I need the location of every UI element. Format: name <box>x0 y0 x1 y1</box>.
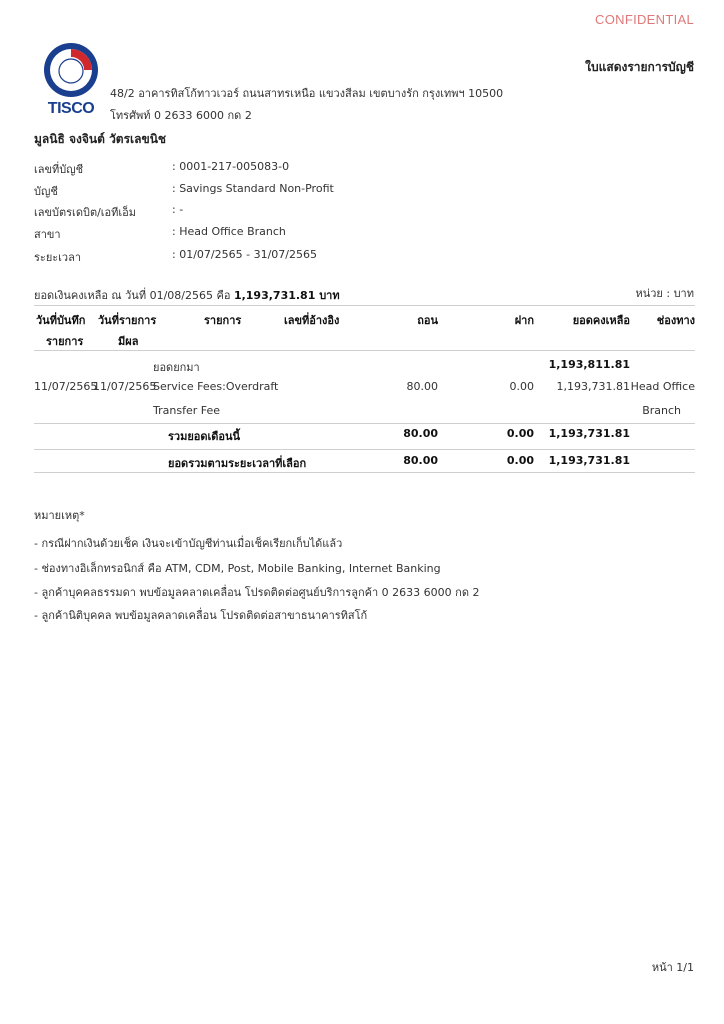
info-label-period: ระยะเวลา <box>34 251 82 264</box>
row-deposit: 0.00 <box>509 380 534 393</box>
confidential-label: CONFIDENTIAL <box>595 12 694 27</box>
info-label-card: เลขบัตรเดบิต/เอทีเอ็ม <box>34 206 137 219</box>
period-total-label: ยอดรวมตามระยะเวลาที่เลือก <box>168 457 307 470</box>
tisco-logo <box>40 40 102 120</box>
row-description-line2: Transfer Fee <box>153 404 220 417</box>
row-description: Service Fees:Overdraft <box>153 380 279 393</box>
month-total-withdraw: 80.00 <box>403 427 438 440</box>
tisco-logo-text: TISCO <box>47 100 95 117</box>
notes-title: หมายเหตุ* <box>34 509 85 522</box>
month-total-deposit: 0.00 <box>506 427 534 440</box>
info-value-branch: : Head Office Branch <box>172 225 286 238</box>
note-item: - กรณีฝากเงินด้วยเช็ค เงินจะเข้าบัญชีท่านเมื่อเช็คเรียกเก็บได้แล้ว <box>34 537 343 550</box>
document-title: ใบแสดงรายการบัญชี <box>585 60 694 74</box>
balance-summary-amount: 1,193,731.81 บาท <box>233 289 340 302</box>
th-channel: ช่องทาง <box>656 314 695 327</box>
period-total-deposit: 0.00 <box>506 454 534 467</box>
note-item: - ช่องทางอิเล็กทรอนิกส์ คือ ATM, CDM, Post, Mobile Banking, Internet Banking <box>34 562 441 575</box>
th-reference: เลขที่อ้างอิง <box>284 314 340 327</box>
row-channel: Head Office <box>630 380 695 393</box>
info-value-account-number: : 0001-217-005083-0 <box>172 160 290 173</box>
table-rule-month <box>34 423 695 424</box>
info-value-period: : 01/07/2565 - 31/07/2565 <box>172 248 317 261</box>
unit-label: หน่วย : บาท <box>635 287 694 300</box>
balance-summary <box>34 286 340 304</box>
row-withdraw: 80.00 <box>406 380 438 393</box>
brought-forward-balance: 1,193,811.81 <box>548 358 630 371</box>
info-label-branch: สาขา <box>34 228 61 241</box>
th-withdraw: ถอน <box>417 314 438 327</box>
table-bottom-rule <box>34 472 695 473</box>
row-channel-line2: Branch <box>642 404 681 417</box>
th-balance: ยอดคงเหลือ <box>572 314 630 327</box>
month-total-label: รวมยอดเดือนนี้ <box>168 430 241 443</box>
note-item: - ลูกค้านิติบุคคล พบข้อมูลคลาดเคลื่อน โปรดติดต่อสาขาธนาคารทิสโก้ <box>34 609 368 622</box>
bank-address: 48/2 อาคารทิสโก้ทาวเวอร์ ถนนสาทรเหนือ แขวงสีลม เขตบางรัก กรุงเทพฯ 10500 <box>110 87 504 100</box>
th-deposit: ฝาก <box>514 314 534 327</box>
th-record-date: วันที่บันทึก <box>36 314 86 327</box>
bank-phone: โทรศัพท์ 0 2633 6000 กด 2 <box>110 109 252 122</box>
table-top-rule <box>34 305 695 306</box>
info-value-card: : - <box>172 203 184 216</box>
info-label-account-type: บัญชี <box>34 185 58 198</box>
row-record-date: 11/07/2565 <box>34 380 98 393</box>
table-header-rule <box>34 350 695 351</box>
note-item: - ลูกค้าบุคคลธรรมดา พบข้อมูลคลาดเคลื่อน โปรดติดต่อศูนย์บริการลูกค้า 0 2633 6000 กด 2 <box>34 586 480 599</box>
page-number: หน้า 1/1 <box>651 961 694 974</box>
th-effective-date-line2: มีผล <box>118 335 139 348</box>
account-holder-name: มูลนิธิ จงจินต์ วัตรเลขนิช <box>34 132 167 146</box>
th-description: รายการ <box>204 314 242 327</box>
brought-forward-label: ยอดยกมา <box>153 361 200 374</box>
th-effective-date: วันที่รายการ <box>98 314 157 327</box>
info-value-account-type: : Savings Standard Non-Profit <box>172 182 334 195</box>
th-record-date-line2: รายการ <box>46 335 84 348</box>
row-effective-date: 11/07/2565 <box>93 380 157 393</box>
info-label-account-number: เลขที่บัญชี <box>34 163 84 176</box>
table-rule-period <box>34 449 695 450</box>
month-total-balance: 1,193,731.81 <box>548 427 630 440</box>
period-total-withdraw: 80.00 <box>403 454 438 467</box>
period-total-balance: 1,193,731.81 <box>548 454 630 467</box>
balance-summary-prefix: ยอดเงินคงเหลือ ณ วันที่ 01/08/2565 คือ <box>34 289 231 302</box>
row-balance: 1,193,731.81 <box>556 380 630 393</box>
